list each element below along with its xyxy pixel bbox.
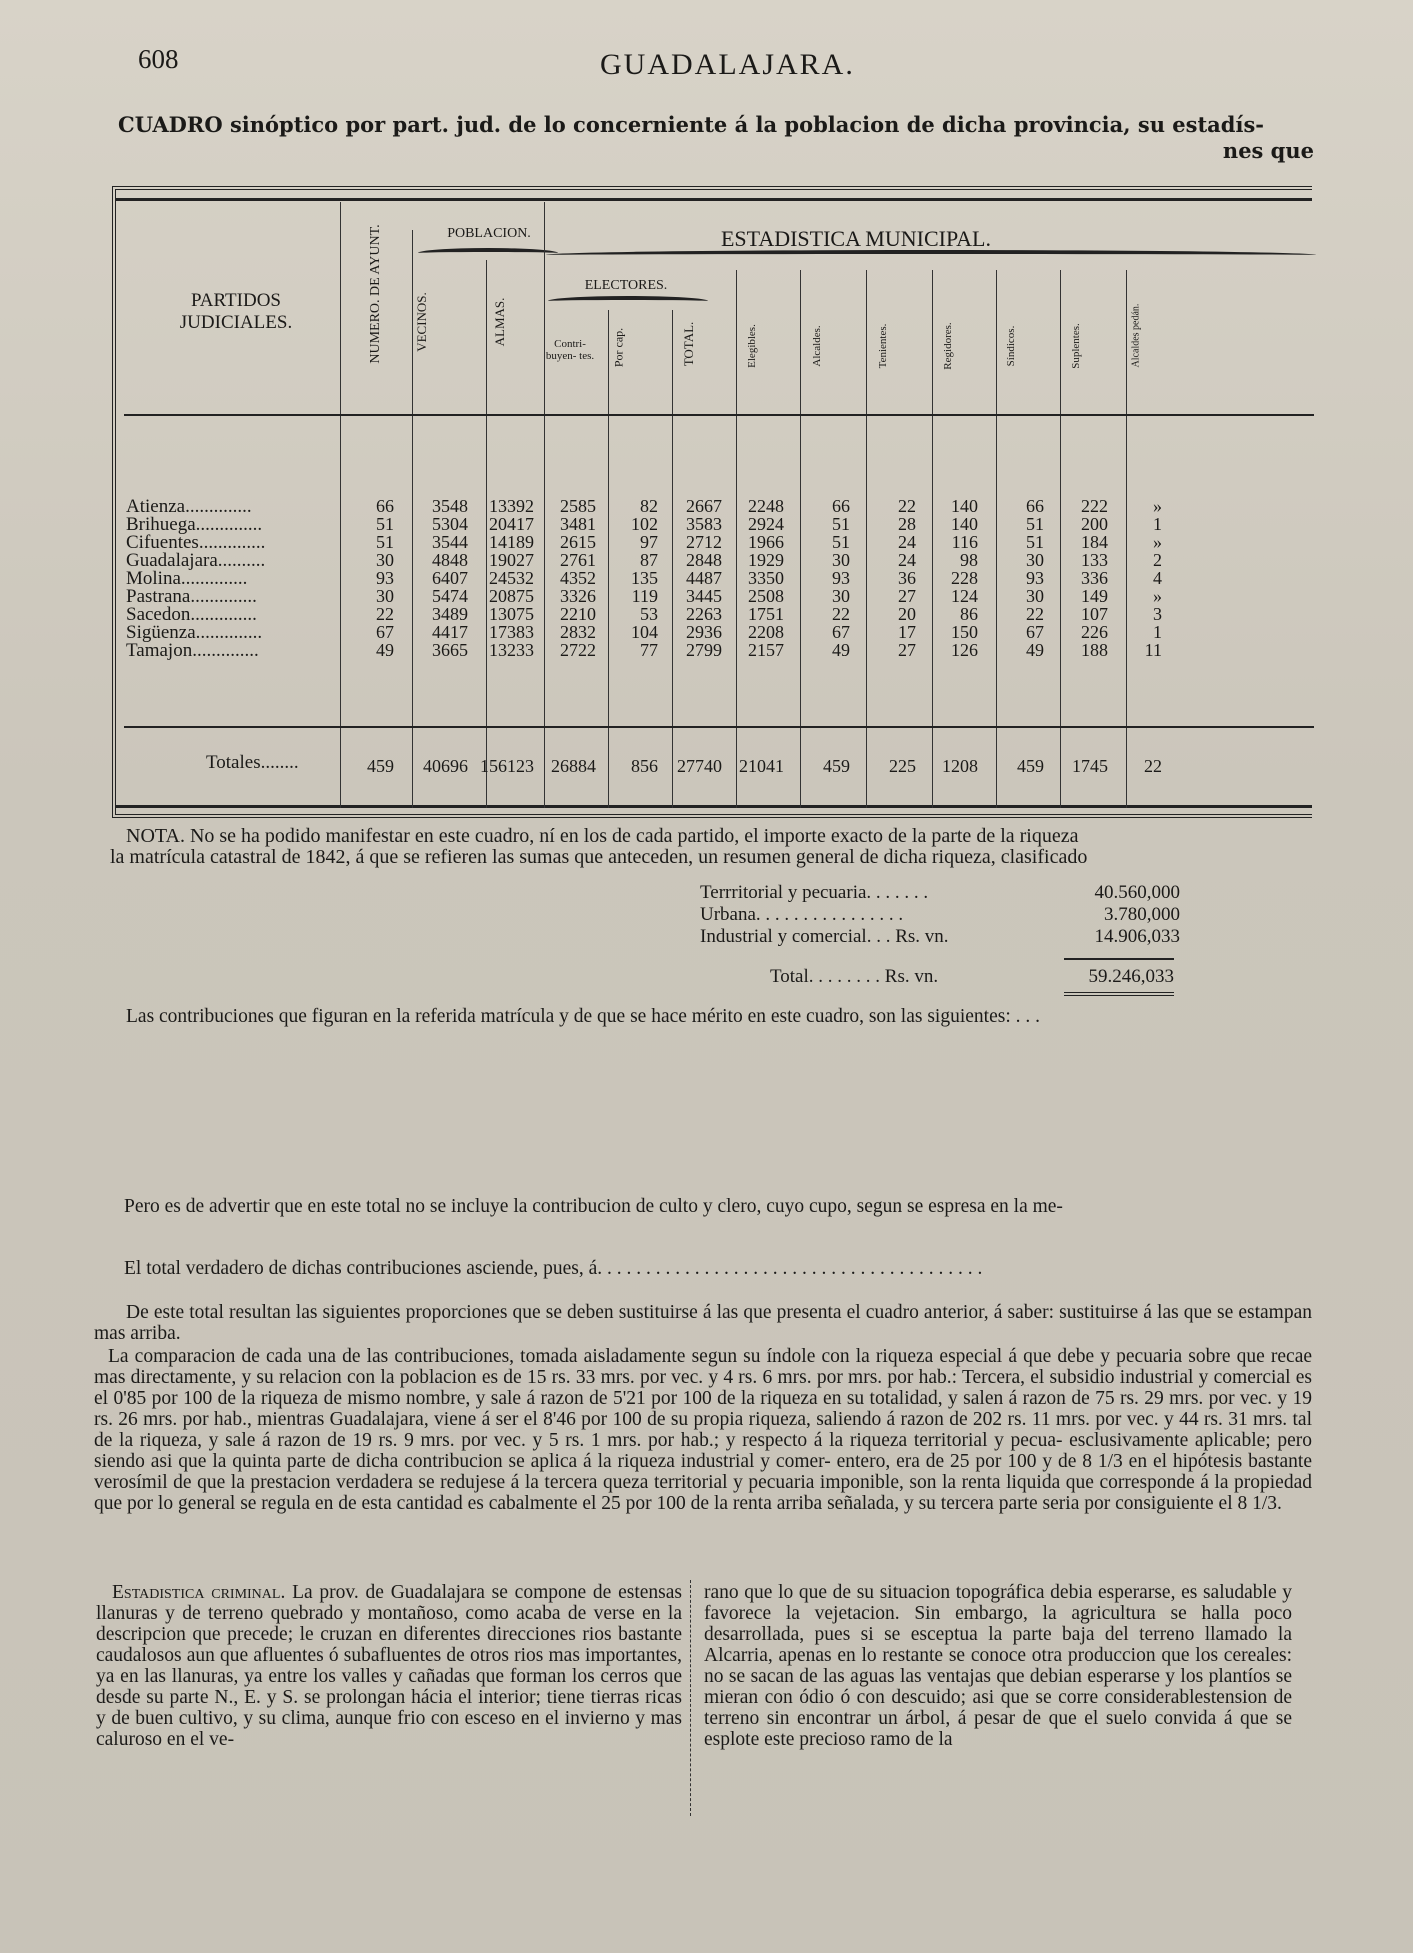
cell-alcaldes: 22: [832, 604, 850, 624]
row-name-molina: Molina..............: [126, 568, 248, 589]
cell-tenientes: 24: [898, 550, 916, 570]
cell-regidores: 140: [951, 514, 978, 534]
total-alcaldes: 459: [823, 756, 850, 776]
cell-alcaldes: 49: [832, 640, 850, 660]
cell-vecinos: 6407: [432, 568, 468, 588]
cell-elegibles: 2248: [748, 496, 784, 516]
cell-contrib: 2761: [560, 550, 596, 570]
cell-regidores: 140: [951, 496, 978, 516]
cell-regidores: 124: [951, 586, 978, 606]
cell-regidores: 126: [951, 640, 978, 660]
total-tenientes: 225: [889, 756, 916, 776]
criminal-left-column: [96, 1582, 682, 1750]
cell-vecinos: 3544: [432, 532, 468, 552]
cell-regidores: 228: [951, 568, 978, 588]
col-header-porcap: Por cap.: [611, 327, 626, 368]
row-name-cifuentes: Cifuentes..............: [126, 532, 266, 553]
cell-alcaldes: 51: [832, 532, 850, 552]
nota-line-2: la matrícula catastral de 1842, á que se refieren las sumas que anteceden, un resumen general de dicha riqueza, clasificado: [110, 846, 1088, 868]
cell-tenientes: 20: [898, 604, 916, 624]
cell-porcap: 135: [631, 568, 658, 588]
row-name-guadalajara: Guadalajara..........: [126, 550, 266, 571]
cell-ayunt: 22: [376, 604, 394, 624]
item-value-territorial: 40.560,000: [1094, 882, 1180, 903]
col-header-elegibles: Elegibles.: [746, 324, 758, 368]
cell-almas: 19027: [489, 550, 534, 570]
cell-ayunt: 67: [376, 622, 394, 642]
cell-suplentes: 184: [1081, 532, 1108, 552]
cell-vecinos: 5474: [432, 586, 468, 606]
total-vecinos: 40696: [423, 756, 468, 776]
cell-pedaneos: 3: [1153, 604, 1162, 624]
cell-tenientes: 27: [898, 586, 916, 606]
cell-suplentes: 222: [1081, 496, 1108, 516]
col-header-pedaneos: Alcaldes pedán.: [1130, 303, 1142, 368]
cell-elegibles: 1751: [748, 604, 784, 624]
cell-suplentes: 200: [1081, 514, 1108, 534]
cell-porcap: 102: [631, 514, 658, 534]
col-header-total: TOTAL.: [681, 321, 696, 367]
cell-tenientes: 17: [898, 622, 916, 642]
cell-porcap: 77: [640, 640, 658, 660]
synoptic-table: [112, 186, 1312, 818]
col-header-sindicos: Síndicos.: [1005, 325, 1017, 367]
cell-porcap: 87: [640, 550, 658, 570]
table-top-rule: [116, 198, 1312, 201]
total-sindicos: 459: [1017, 756, 1044, 776]
cell-tenientes: 22: [898, 496, 916, 516]
cell-sindicos: 30: [1026, 550, 1044, 570]
cell-total: 2799: [686, 640, 722, 660]
cell-sindicos: 49: [1026, 640, 1044, 660]
row-name-brihuega: Brihuega..............: [126, 514, 263, 535]
total-pedaneos: 22: [1144, 756, 1162, 776]
cell-regidores: 86: [960, 604, 978, 624]
cell-porcap: 82: [640, 496, 658, 516]
cell-porcap: 119: [631, 586, 658, 606]
cell-pedaneos: 11: [1144, 640, 1162, 660]
cell-total: 2667: [686, 496, 722, 516]
cell-tenientes: 24: [898, 532, 916, 552]
total-total: 27740: [677, 756, 722, 776]
cell-ayunt: 66: [376, 496, 394, 516]
para-comparacion: La comparacion de cada una de las contribuciones, tomada aisladamente segun su índole con la riqueza especial á que debe y pecuaria sobre que recae mas directamente, y su relacion con la poblacion es de 15 rs. 33 mrs. por vec. y 4 rs. 6 mrs. por mrs. por hab.: Tercera, el subsidio industrial y comercial es el 0'85 por 100 de la riqueza de mismo nombre, y sale á razon de 5'21 por 100 de la riqueza en su totalidad, y salen á razon de 75 rs. 29 mrs. por vec. y 19 rs. 26 mrs. por hab., mientras Guadalajara, viene á ser el 8'46 por 100 de su propia riqueza, saliendo á razon de 202 rs. 11 mrs. por vec. y 44 rs. 31 mrs. tal de la riqueza, y sale á razon de 19 rs. 9 mrs. por vec. y 5 rs. 1 mrs. por hab.; y respecto á la riqueza territorial y pecua- esclusivamente aplicable; pero siendo asi que la quinta parte de dicha contribucion se aplica á la riqueza industrial y comer- entero, era de 25 por 100 y de 8 1/3 en el hipótesis bastante verosímil de que la prestacion verdadera se redujese á la tercera queza territorial y pecuaria imponible, son la renta liquida que corresponde á la propiedad que por lo general se regula en de esta cantidad es cabalmente el 25 por 100 de la renta arriba señalada, y su tercera parte seria por consiguiente el 8 1/3.: [94, 1346, 1312, 1514]
para-total-verdadero: El total verdadero de dichas contribuciones asciende, pues, á. . . . . . . . . . . . . . . . . . . . . . . . . . . . . . . . . . . . . . . .: [124, 1258, 983, 1279]
cell-pedaneos: »: [1153, 496, 1162, 516]
cell-sindicos: 51: [1026, 514, 1044, 534]
para-contribuciones: Las contribuciones que figuran en la referida matrícula y de que se hace mérito en este cuadro, son las siguientes: . . .: [126, 1006, 1040, 1027]
cell-elegibles: 1966: [748, 532, 784, 552]
title-text: sinóptico por part. jud. de lo concerniente á la poblacion de dicha provincia, su estadís-: [229, 112, 1264, 137]
cell-elegibles: 2508: [748, 586, 784, 606]
criminal-left-text: La prov. de Guadalajara se compone de estensas llanuras y de terreno quebrado y montañoso, como acaba de verse en la descripcion que precede; le cruzan en diferentes direcciones rios bastante caudalosos aun que afluentes ó subafluentes de otros rios mas importantes, ya en las llanuras, ya entre los valles y cañadas que forman los cerros que desde su parte N., E. y S. se prolongan hácia el interior; tiene tierras ricas y de buen cultivo, y su clima, aunque frio con esceso en el invierno y mas caluroso en el ve-: [96, 1582, 682, 1750]
cell-almas: 13392: [489, 496, 534, 516]
cell-total: 3445: [686, 586, 722, 606]
cell-almas: 14189: [489, 532, 534, 552]
cell-pedaneos: »: [1153, 532, 1162, 552]
cell-elegibles: 2208: [748, 622, 784, 642]
nota-text: [110, 826, 1306, 868]
cell-alcaldes: 67: [832, 622, 850, 642]
cell-elegibles: 3350: [748, 568, 784, 588]
cell-contrib: 2585: [560, 496, 596, 516]
cell-regidores: 116: [951, 532, 978, 552]
col-header-vecinos: VECINOS.: [414, 292, 429, 352]
cell-almas: 20417: [489, 514, 534, 534]
cell-alcaldes: 51: [832, 514, 850, 534]
cell-elegibles: 1929: [748, 550, 784, 570]
cell-contrib: 2722: [560, 640, 596, 660]
cell-almas: 13075: [489, 604, 534, 624]
cell-pedaneos: 2: [1153, 550, 1162, 570]
cell-sindicos: 93: [1026, 568, 1044, 588]
riqueza-total: [770, 966, 1174, 988]
cell-suplentes: 336: [1081, 568, 1108, 588]
col-header-tenientes: Tenientes.: [877, 323, 889, 369]
group-header-estadistica: ESTADISTICA MUNICIPAL.: [720, 226, 991, 251]
total-almas: 156123: [480, 756, 534, 776]
cell-sindicos: 66: [1026, 496, 1044, 516]
cell-total: 2848: [686, 550, 722, 570]
total-suplentes: 1745: [1072, 756, 1108, 776]
cell-vecinos: 3665: [432, 640, 468, 660]
cell-total: 2263: [686, 604, 722, 624]
group-header-electores: ELECTORES.: [584, 278, 668, 293]
row-name-tamajon: Tamajon..............: [126, 640, 259, 661]
cell-regidores: 150: [951, 622, 978, 642]
cell-vecinos: 3489: [432, 604, 468, 624]
cell-contrib: 4352: [560, 568, 596, 588]
cell-contrib: 2210: [560, 604, 596, 624]
estadistica-brace: [546, 250, 1316, 260]
cell-ayunt: 51: [376, 514, 394, 534]
title-continuation: nes que: [1222, 138, 1314, 163]
cell-ayunt: 49: [376, 640, 394, 660]
sum-rule: [1064, 958, 1174, 960]
totals-label: Totales........: [206, 752, 299, 773]
cell-total: 3583: [686, 514, 722, 534]
para-pero: Pero es de advertir que en este total no se incluye la contribucion de culto y clero, cuyo cupo, segun se espresa en la me-: [124, 1196, 1063, 1217]
row-name-sacedon: Sacedon..............: [126, 604, 257, 625]
riqueza-summary: [700, 882, 1180, 948]
cell-suplentes: 226: [1081, 622, 1108, 642]
item-label-territorial: Terrritorial y pecuaria. . . . . . .: [700, 882, 929, 903]
cell-tenientes: 36: [898, 568, 916, 588]
cell-suplentes: 107: [1081, 604, 1108, 624]
total-regidores: 1208: [942, 756, 978, 776]
row-name-siguenza: Sigüenza..............: [126, 622, 263, 643]
criminal-right-text: rano que lo que de su situacion topográfica debia esperarse, es saludable y favorece la vejetacion. Sin embargo, la agricultura se halla poco desarrollada, pues si se esceptua la parte baja del terreno llamado la Alcarria, apenas en lo restante se conoce otra produccion que los cereales: no se sacan de las aguas las ventajas que debian esperarse y los plantíos se mieran con ódio ó con descuido; asi que se corre considerablestension de terreno sin encontrar un árbol, á pesar de que el suelo convida á que se esplote este precioso ramo de la: [704, 1582, 1292, 1750]
cell-almas: 20875: [489, 586, 534, 606]
cell-ayunt: 93: [376, 568, 394, 588]
cell-tenientes: 28: [898, 514, 916, 534]
col-header-contrib: Contri- buyen- tes.: [545, 338, 595, 362]
running-title: GUADALAJARA.: [600, 48, 855, 81]
cell-pedaneos: 4: [1153, 568, 1162, 588]
cell-vecinos: 5304: [432, 514, 468, 534]
col-header-ayunt: NUMERO. DE AYUNT.: [368, 224, 383, 364]
cell-contrib: 3326: [560, 586, 596, 606]
cell-contrib: 2832: [560, 622, 596, 642]
cell-total: 2936: [686, 622, 722, 642]
criminal-heading: Estadistica criminal.: [112, 1582, 286, 1603]
page-number: 608: [138, 44, 179, 74]
cell-pedaneos: 1: [1153, 622, 1162, 642]
item-label-urbana: Urbana. . . . . . . . . . . . . . . .: [700, 904, 904, 925]
item-value-urbana: 3.780,000: [1104, 904, 1180, 925]
col-header-regidores: Regidores.: [942, 322, 954, 370]
cell-alcaldes: 66: [832, 496, 850, 516]
cell-sindicos: 67: [1026, 622, 1044, 642]
col-header-almas: ALMAS.: [492, 297, 507, 347]
total-double-rule: [1064, 992, 1174, 996]
total-elegibles: 21041: [739, 756, 784, 776]
poblacion-brace: [418, 248, 558, 258]
electores-brace: [548, 296, 708, 306]
col-header-suplentes: Suplentes.: [1070, 323, 1082, 369]
cell-contrib: 3481: [560, 514, 596, 534]
cell-regidores: 98: [960, 550, 978, 570]
cell-total: 2712: [686, 532, 722, 552]
table-title: [118, 112, 1314, 164]
cell-almas: 17383: [489, 622, 534, 642]
column-divider: [690, 1580, 691, 1816]
cell-suplentes: 133: [1081, 550, 1108, 570]
total-value: 59.246,033: [1088, 966, 1174, 987]
cell-elegibles: 2924: [748, 514, 784, 534]
cell-vecinos: 3548: [432, 496, 468, 516]
cell-ayunt: 51: [376, 532, 394, 552]
cell-elegibles: 2157: [748, 640, 784, 660]
cell-porcap: 104: [631, 622, 658, 642]
cell-sindicos: 22: [1026, 604, 1044, 624]
group-header-poblacion: POBLACION.: [447, 226, 531, 241]
cell-alcaldes: 93: [832, 568, 850, 588]
total-label: Total. . . . . . . . Rs. vn.: [770, 966, 939, 987]
cell-sindicos: 51: [1026, 532, 1044, 552]
row-name-atienza: Atienza..............: [126, 496, 252, 517]
cell-suplentes: 149: [1081, 586, 1108, 606]
cell-porcap: 97: [640, 532, 658, 552]
cell-tenientes: 27: [898, 640, 916, 660]
cell-alcaldes: 30: [832, 550, 850, 570]
item-value-industrial: 14.906,033: [1094, 926, 1180, 947]
title-lead: CUADRO: [118, 112, 223, 137]
cell-porcap: 53: [640, 604, 658, 624]
cell-vecinos: 4848: [432, 550, 468, 570]
item-label-industrial: Industrial y comercial. . . Rs. vn.: [700, 926, 949, 947]
cell-alcaldes: 30: [832, 586, 850, 606]
cell-pedaneos: »: [1153, 586, 1162, 606]
cell-ayunt: 30: [376, 550, 394, 570]
total-contrib: 26884: [551, 756, 596, 776]
cell-almas: 13233: [489, 640, 534, 660]
col-header-partidos: PARTIDOS JUDICIALES.: [179, 290, 293, 333]
para-de-este: De este total resultan las siguientes proporciones que se deben sustituirse á las que presenta el cuadro anterior, á saber: sustituirse á las que se estampan mas arriba.: [94, 1302, 1312, 1344]
col-header-alcaldes: Alcaldes.: [811, 325, 823, 367]
cell-almas: 24532: [489, 568, 534, 588]
total-porcap: 856: [631, 756, 658, 776]
row-name-pastrana: Pastrana..............: [126, 586, 257, 607]
cell-vecinos: 4417: [432, 622, 468, 642]
cell-contrib: 2615: [560, 532, 596, 552]
cell-pedaneos: 1: [1153, 514, 1162, 534]
table-bottom-rule: [116, 805, 1312, 808]
cell-total: 4487: [686, 568, 722, 588]
cell-sindicos: 30: [1026, 586, 1044, 606]
cell-ayunt: 30: [376, 586, 394, 606]
total-ayunt: 459: [367, 756, 394, 776]
cell-suplentes: 188: [1081, 640, 1108, 660]
nota-line-1: NOTA. No se ha podido manifestar en este cuadro, ní en los de cada partido, el importe exacto de la parte de la riqueza: [126, 825, 1079, 847]
